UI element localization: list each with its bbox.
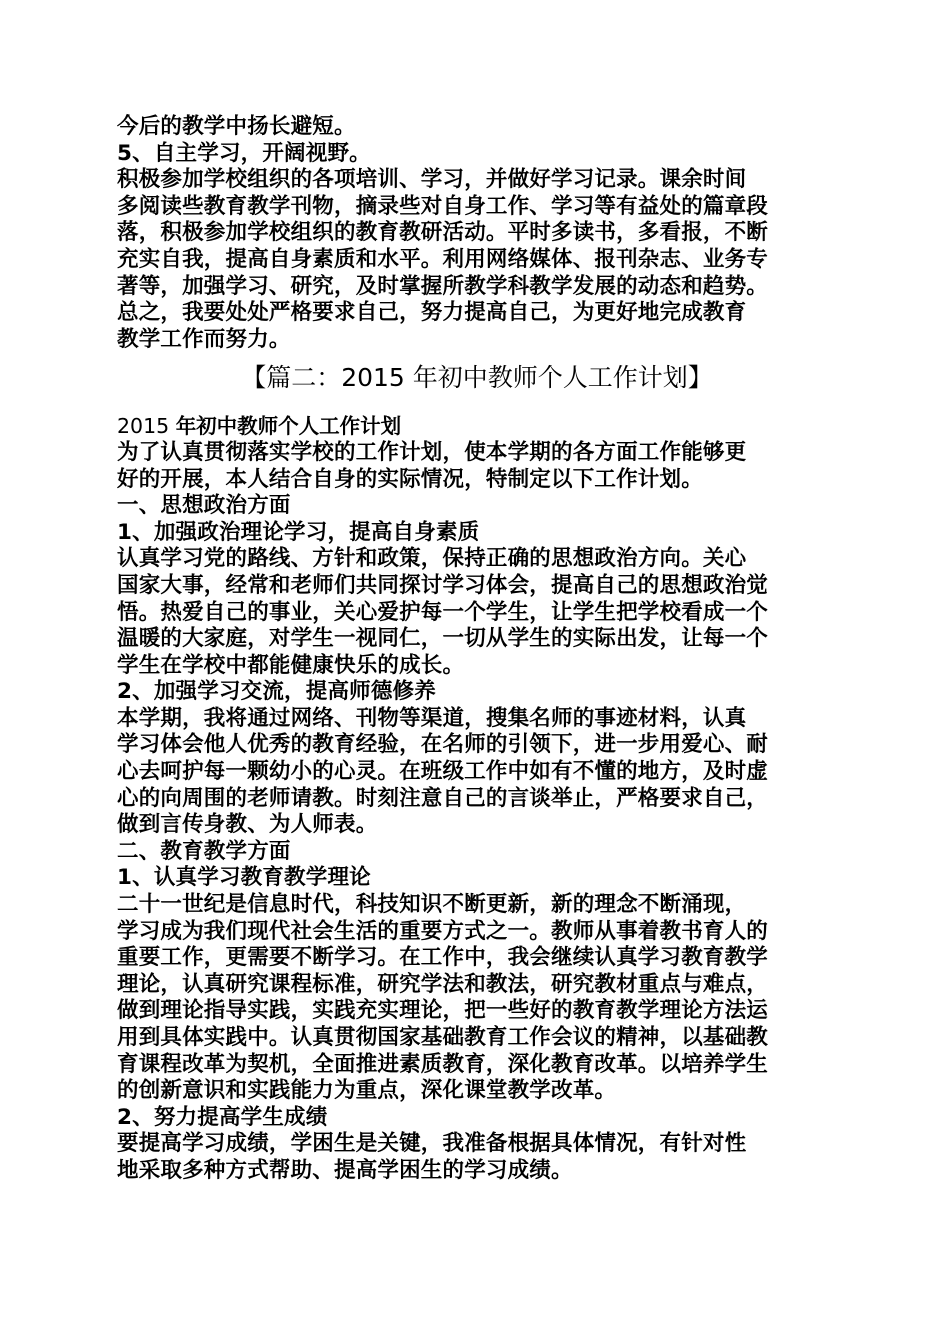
text-line: 一、思想政治方面 (117, 493, 291, 519)
text-line: 2、加强学习交流，提高师德修养 (117, 679, 436, 705)
text-line: 本学期，我将通过网络、刊物等渠道，搜集名师的事迹材料，认真 (117, 705, 747, 731)
text-line: 二十一世纪是信息时代，科技知识不断更新，新的理念不断涌现， (117, 892, 747, 918)
text-line: 重要工作，更需要不断学习。在工作中，我会继续认真学习教育教学 (117, 945, 769, 971)
text-line: 今后的教学中扬长避短。 (117, 114, 356, 139)
text-line: 为了认真贯彻落实学校的工作计划，使本学期的各方面工作能够更 (117, 439, 747, 465)
text-line: 总之，我要处处严格要求自己，努力提高自己，为更好地完成教育 (117, 300, 747, 326)
text-line: 国家大事，经常和老师们共同探讨学习体会，提高自己的思想政治觉 (117, 572, 769, 598)
document-part-1 (117, 114, 845, 353)
text-line: 2、努力提高学生成绩 (117, 1104, 328, 1130)
text-line: 育课程改革为契机，全面推进素质教育，深化教育改革。以培养学生 (117, 1051, 769, 1077)
document-page (117, 114, 845, 1185)
text-line: 1、认真学习教育教学理论 (117, 865, 371, 891)
text-line: 5、自主学习，开阔视野。 (117, 140, 371, 166)
text-line: 心去呵护每一颗幼小的心灵。在班级工作中如有不懂的地方，及时虚 (117, 759, 769, 785)
text-line: 地采取多种方式帮助、提高学困生的学习成绩。 (117, 1157, 573, 1183)
text-line: 多阅读些教育教学刊物，摘录些对自身工作、学习等有益处的篇章段 (117, 193, 769, 219)
text-line: 教学工作而努力。 (117, 326, 291, 352)
text-line: 温暖的大家庭，对学生一视同仁，一切从学生的实际出发，让每一个 (117, 626, 769, 652)
text-line: 理论，认真研究课程标准，研究学法和教法，研究教材重点与难点， (117, 971, 769, 997)
text-line: 二、教育教学方面 (117, 838, 291, 864)
text-line: 著等，加强学习、研究，及时掌握所教学科教学发展的动态和趋势。 (117, 273, 769, 299)
text-line: 学习体会他人优秀的教育经验，在名师的引领下，进一步用爱心、耐 (117, 732, 769, 758)
section-title: 【篇二：2015 年初中教师个人工作计划】 (241, 363, 713, 393)
text-line: 1、加强政治理论学习，提高自身素质 (117, 519, 480, 545)
text-line: 悟。热爱自己的事业，关心爱护每一个学生，让学生把学校看成一个 (117, 599, 769, 625)
text-line: 的创新意识和实践能力为重点，深化课堂教学改革。 (117, 1078, 617, 1104)
text-line: 用到具体实践中。认真贯彻国家基础教育工作会议的精神，以基础教 (117, 1025, 769, 1050)
subtitle-text: 年初中教师个人工作计划 (175, 414, 402, 439)
document-part-2 (117, 440, 845, 1185)
text-line: 好的开展，本人结合自身的实际情况，特制定以下工作计划。 (117, 466, 703, 492)
text-line: 学生在学校中都能健康快乐的成长。 (117, 652, 465, 678)
text-line: 认真学习党的路线、方针和政策，保持正确的思想政治方向。关心 (117, 546, 747, 572)
text-line: 做到言传身教、为人师表。 (117, 812, 378, 838)
document-subtitle (117, 413, 845, 440)
text-line: 要提高学习成绩，学困生是关键，我准备根据具体情况，有针对性 (117, 1131, 747, 1157)
text-line: 充实自我，提高自身素质和水平。利用网络媒体、报刊杂志、业务专 (117, 246, 769, 272)
text-line: 做到理论指导实践，实践充实理论，把一些好的教育教学理论方法运 (117, 998, 769, 1024)
text-line: 积极参加学校组织的各项培训、学习，并做好学习记录。课余时间 (117, 167, 747, 193)
subtitle-year: 2015 (117, 414, 176, 439)
text-line: 落，积极参加学校组织的教育教研活动。平时多读书，多看报，不断 (117, 220, 769, 246)
text-line: 心的向周围的老师请教。时刻注意自己的言谈举止，严格要求自己， (117, 785, 769, 811)
text-line: 学习成为我们现代社会生活的重要方式之一。教师从事着教书育人的 (117, 918, 769, 944)
